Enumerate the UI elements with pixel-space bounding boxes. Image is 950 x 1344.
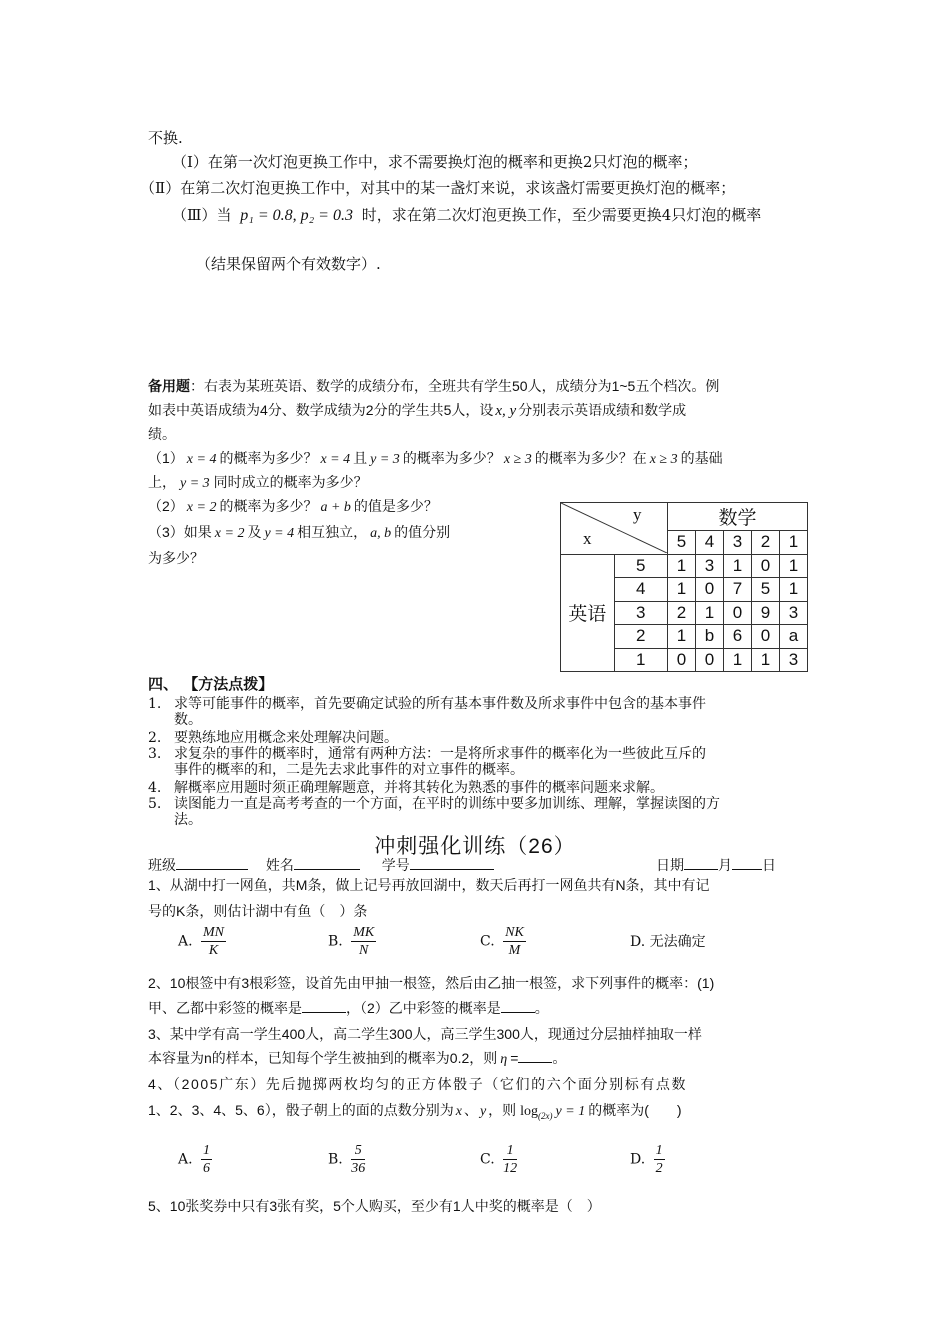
q3-line1: 3、某中学有高一学生400人，高二学生300人，高三学生300人，现通过分层抽样抽取一样 xyxy=(148,1026,702,1042)
backup-intro2-var: x, y xyxy=(495,403,517,419)
backup-q2 xyxy=(148,496,438,518)
table-cell: 1 xyxy=(724,648,752,672)
table-x-label: x xyxy=(583,529,592,548)
q1-choice-c[interactable] xyxy=(480,924,530,959)
denominator: 36 xyxy=(351,1161,366,1176)
q2-m1: x = 2 xyxy=(186,500,217,515)
math-score: 1 xyxy=(780,531,808,555)
class-blank[interactable] xyxy=(176,869,248,870)
table-cell: 0 xyxy=(696,578,724,602)
q3-line2 xyxy=(148,1048,566,1070)
q4-choice-b[interactable] xyxy=(328,1142,369,1177)
name-blank[interactable] xyxy=(294,869,360,870)
q4-line2 xyxy=(148,1100,682,1126)
q1-m1: x = 4 xyxy=(186,452,217,467)
q2-p3: 的值是多少？ xyxy=(353,498,438,514)
choice-letter: D. xyxy=(630,1151,646,1168)
table-corner-cell xyxy=(561,503,668,555)
table-cell: 1 xyxy=(668,625,696,649)
backup-intro2a: 如表中英语成绩为4分、数学成绩为2分的学生共5人，设 xyxy=(148,402,494,418)
backup-intro-line3: 绩。 xyxy=(148,426,176,442)
prev-problem-tail: 不换. xyxy=(148,129,183,147)
math-score: 5 xyxy=(668,531,696,555)
table-english-header: 英语 xyxy=(561,554,615,672)
grade-distribution-table xyxy=(560,502,808,672)
numerator: MN xyxy=(203,925,225,940)
english-score: 2 xyxy=(614,625,668,649)
math-score: 4 xyxy=(696,531,724,555)
choice-letter: A. xyxy=(178,933,193,950)
q3-line2b: = xyxy=(510,1050,519,1066)
table-cell: 9 xyxy=(752,601,780,625)
q3-line2a: 本容量为n的样本，已知每个学生被抽到的概率为0.2，则 xyxy=(148,1050,498,1066)
table-cell: 1 xyxy=(780,554,808,578)
choice-letter: B. xyxy=(328,1151,343,1168)
choice-letter: B. xyxy=(328,933,343,950)
table-cell: 0 xyxy=(752,625,780,649)
q2-line2 xyxy=(148,998,549,1018)
math-score: 3 xyxy=(724,531,752,555)
method-num: 3. xyxy=(148,746,162,762)
table-y-label: y xyxy=(633,505,642,524)
q4-line2c: 的概率为( ) xyxy=(588,1102,682,1118)
table-cell: 0 xyxy=(752,554,780,578)
q4-log-base: (2x) xyxy=(538,1111,553,1121)
method-item-4-line1: 解概率应用题时须正确理解题意，并将其转化为熟悉的事件的概率问题来求解。 xyxy=(174,780,664,796)
method-item-2-line1: 要熟练地应用概念来处理解决问题。 xyxy=(174,730,398,746)
q2-line2c: 。 xyxy=(534,1000,549,1016)
id-blank[interactable] xyxy=(410,869,494,870)
table-cell: 7 xyxy=(724,578,752,602)
training-title: 冲刺强化训练（26） xyxy=(374,835,576,858)
denominator: N xyxy=(359,943,369,958)
table-cell: 1 xyxy=(780,578,808,602)
choice-letter: A. xyxy=(178,1151,193,1168)
fraction xyxy=(503,924,526,959)
backup-intro-line2 xyxy=(148,400,686,421)
numerator: 1 xyxy=(655,1143,663,1158)
name-label: 姓名 xyxy=(265,857,294,873)
student-info-row xyxy=(148,855,494,875)
table-cell: b xyxy=(696,625,724,649)
q4-y: y xyxy=(479,1104,487,1119)
fraction xyxy=(654,1142,665,1177)
backup-q1-line2 xyxy=(148,472,368,494)
backup-intro2b: 分别表示英语成绩和数学成 xyxy=(518,402,687,418)
q2-p2: 的概率为多少？ xyxy=(219,498,318,514)
method-num: 4. xyxy=(148,780,162,796)
choice-letter: C. xyxy=(480,933,495,950)
table-cell: a xyxy=(780,625,808,649)
q3-var: η xyxy=(500,1052,508,1067)
q1-m5: x ≥ 3 xyxy=(649,452,678,467)
english-score: 4 xyxy=(614,578,668,602)
denominator: K xyxy=(208,943,219,958)
q3-m3: a, b xyxy=(370,526,392,541)
q1l2-p2: 同时成立的概率为多少？ xyxy=(213,474,368,490)
day-label: 日 xyxy=(762,857,776,873)
english-score: 1 xyxy=(614,648,668,672)
q1-m2: x = 4 xyxy=(320,452,351,467)
numerator: 5 xyxy=(351,1142,365,1160)
method-item-1-line1: 求等可能事件的概率，首先要确定试验的所有基本事件数及所求事件中包含的基本事件 xyxy=(174,696,706,712)
table-cell: 0 xyxy=(696,648,724,672)
table-math-header: 数学 xyxy=(668,503,808,531)
english-score: 5 xyxy=(614,554,668,578)
q2-m2: a + b xyxy=(320,500,351,515)
q2-blank-2[interactable] xyxy=(501,1012,535,1013)
date-month-blank[interactable] xyxy=(684,869,718,870)
q2-line2a: 甲、乙都中彩签的概率是 xyxy=(148,1000,302,1016)
q5-line1: 5、10张奖券中只有3张有奖，5个人购买，至少有1人中奖的概率是（ ） xyxy=(148,1198,601,1214)
q1-choice-a[interactable] xyxy=(178,924,230,959)
method-item-3-line2: 事件的概率的和，二是先去求此事件的对立事件的概率。 xyxy=(174,762,524,778)
q4-log: log xyxy=(520,1104,539,1119)
q2-line1: 2、10根签中有3根彩签，设首先由甲抽一根签，然后由乙抽一根签，求下列事件的概率：(1) xyxy=(148,975,715,991)
q3-blank[interactable] xyxy=(518,1062,552,1063)
numerator: 1 xyxy=(503,1142,517,1160)
part3-suffix: 时，求在第二次灯泡更换工作，至少需要更换4只灯泡的概率 xyxy=(361,206,762,224)
table-row xyxy=(561,554,808,578)
backup-q3-line1 xyxy=(148,522,450,544)
q2-blank-1[interactable] xyxy=(302,1012,346,1013)
q4-choice-c[interactable] xyxy=(480,1142,521,1177)
denominator: 6 xyxy=(203,1161,211,1176)
q1-line2: 号的K条，则估计湖中有鱼（ ）条 xyxy=(148,903,368,919)
method-item-5-line2: 法。 xyxy=(174,812,202,828)
date-label: 日期 xyxy=(656,857,684,873)
numerator: 1 xyxy=(203,1143,211,1158)
table-cell: 1 xyxy=(696,601,724,625)
backup-intro-line1 xyxy=(148,376,719,396)
q4-sep: 、 xyxy=(463,1102,478,1118)
q4-line1: 4、（2005广东）先后抛掷两枚均匀的正方体骰子（它们的六个面分别标有点数 xyxy=(148,1076,688,1092)
method-num: 5. xyxy=(148,796,162,812)
table-cell: 3 xyxy=(780,601,808,625)
math-score: 2 xyxy=(752,531,780,555)
method-num: 2. xyxy=(148,730,162,746)
denominator: M xyxy=(508,943,521,958)
backup-q3-line2: 为多少？ xyxy=(148,550,204,566)
date-day-blank[interactable] xyxy=(732,869,762,870)
fraction xyxy=(201,924,226,959)
q1-m3: y = 3 xyxy=(370,452,400,467)
q1-p2: 的概率为多少？ xyxy=(219,450,318,466)
q1-m4: x ≥ 3 xyxy=(503,452,532,467)
q3-p4: 的值分别 xyxy=(394,524,451,540)
denominator: 12 xyxy=(503,1161,518,1176)
q1-choice-d[interactable]: D. 无法确定 xyxy=(630,934,706,950)
prev-problem-note: （结果保留两个有效数字）. xyxy=(196,255,381,273)
q3-m1: x = 2 xyxy=(214,526,245,541)
table-cell: 1 xyxy=(752,648,780,672)
table-cell: 0 xyxy=(668,648,696,672)
table-cell: 5 xyxy=(752,578,780,602)
diagonal-line xyxy=(561,503,667,553)
id-label: 学号 xyxy=(381,857,410,873)
choice-letter: C. xyxy=(480,1151,495,1168)
q1-p1: （1） xyxy=(148,450,184,466)
method-item-5-line1: 读图能力一直是高考考查的一个方面，在平时的训练中要多加训练、理解，掌握读图的方 xyxy=(174,796,720,812)
q4-line2b: ，则 xyxy=(488,1102,517,1118)
table-cell: 1 xyxy=(724,554,752,578)
prev-problem-part2: （Ⅱ）在第二次灯泡更换工作中，对其中的某一盏灯来说，求该盏灯需要更换灯泡的概率； xyxy=(140,179,736,197)
table-cell: 1 xyxy=(668,554,696,578)
backup-q1-line1 xyxy=(148,448,723,470)
methods-heading: 四、 【方法点拨】 xyxy=(148,675,274,693)
fraction xyxy=(351,1142,365,1177)
q3-p3: 相互独立， xyxy=(297,524,368,540)
q1-p5: 的概率为多少？在 xyxy=(534,450,647,466)
q1l2-m1: y = 3 xyxy=(180,476,210,491)
fraction xyxy=(503,1142,517,1177)
class-label: 班级 xyxy=(148,857,176,873)
q4-x: x xyxy=(455,1104,462,1119)
q3-p2: 及 xyxy=(247,524,262,540)
fraction xyxy=(351,924,376,959)
q3-line2c: 。 xyxy=(552,1050,567,1066)
q4-log-rest: y = 1 xyxy=(555,1104,586,1119)
part3-formula: p₁ = 0.8, p₂ = 0.3 xyxy=(240,207,353,224)
q1-line1: 1、从湖中打一网鱼，共M条，做上记号再放回湖中，数天后再打一网鱼共有N条，其中有记 xyxy=(148,877,710,893)
fraction xyxy=(201,1142,212,1177)
q1l2-p1: 上， xyxy=(148,474,176,490)
table-cell: 0 xyxy=(724,601,752,625)
table-cell: 2 xyxy=(668,601,696,625)
prev-problem-part1: （Ⅰ）在第一次灯泡更换工作中，求不需要换灯泡的概率和更换2只灯泡的概率； xyxy=(172,153,698,171)
q1-p4: 的概率为多少？ xyxy=(402,450,501,466)
numerator: NK xyxy=(505,925,524,940)
q2-p1: （2） xyxy=(148,498,184,514)
q4-choice-a[interactable] xyxy=(178,1142,216,1177)
table-cell: 1 xyxy=(668,578,696,602)
q4-choice-d[interactable] xyxy=(630,1142,669,1177)
table-cell: 3 xyxy=(696,554,724,578)
q1-choice-b[interactable] xyxy=(328,924,380,959)
backup-intro1: ：右表为某班英语、数学的成绩分布，全班共有学生50人，成绩分为1~5五个档次。例 xyxy=(190,378,720,394)
table-cell: 6 xyxy=(724,625,752,649)
q1-p3: 且 xyxy=(353,450,368,466)
method-num: 1. xyxy=(148,696,162,712)
numerator: MK xyxy=(353,925,375,940)
q4-line2a: 1、2、3、4、5、6），骰子朝上的面的点数分别为 xyxy=(148,1102,454,1118)
method-item-1-line2: 数。 xyxy=(174,712,202,728)
method-item-3-line1: 求复杂的事件的概率时，通常有两种方法：一是将所求事件的概率化为一些彼此互斥的 xyxy=(174,746,706,762)
q2-line2b: ，（2）乙中彩签的概率是 xyxy=(346,1000,501,1016)
q1-p6: 的基础 xyxy=(680,450,723,466)
date-row xyxy=(656,855,776,875)
table-cell: 3 xyxy=(780,648,808,672)
english-score: 3 xyxy=(614,601,668,625)
month-label: 月 xyxy=(718,857,732,873)
q3-p1: （3）如果 xyxy=(148,524,212,540)
part3-prefix: （Ⅲ）当 xyxy=(172,206,232,224)
q3-m2: y = 4 xyxy=(264,526,295,541)
prev-problem-part3 xyxy=(172,205,761,226)
denominator: 2 xyxy=(655,1161,663,1176)
backup-label: 备用题 xyxy=(148,378,190,394)
